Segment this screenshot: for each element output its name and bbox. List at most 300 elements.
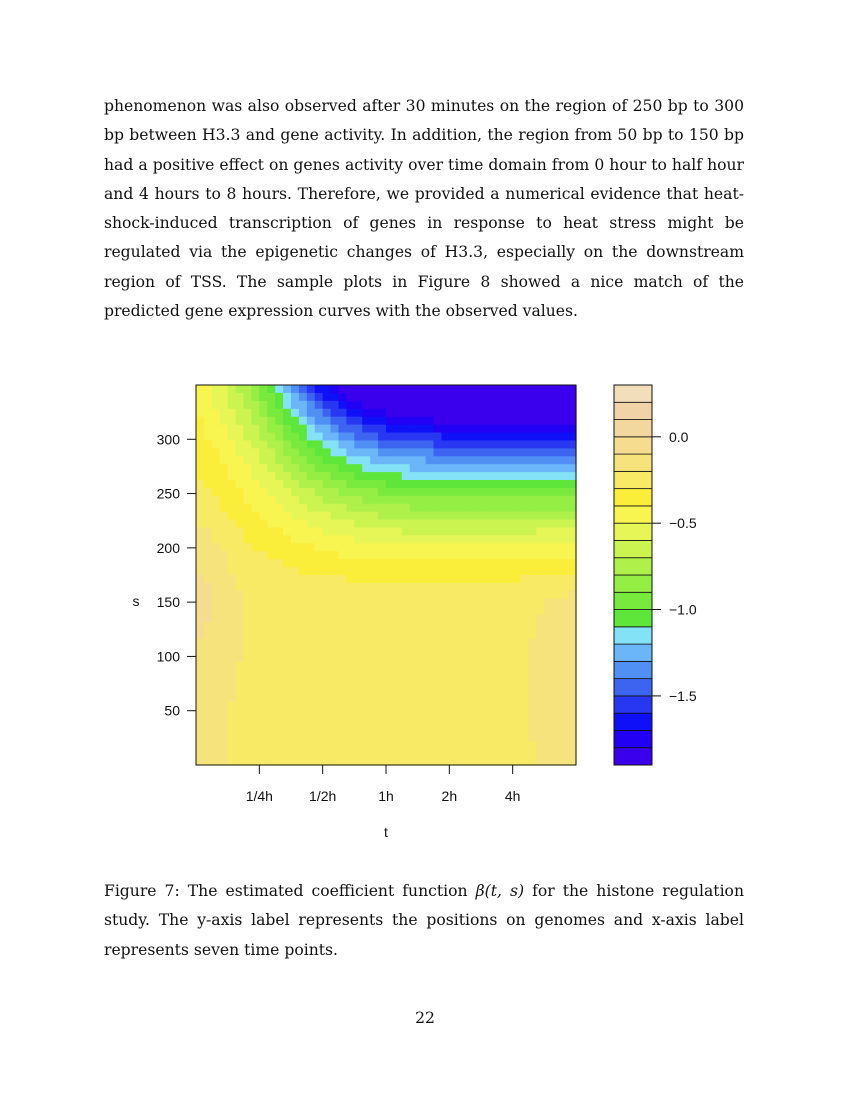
heat-cell bbox=[339, 472, 348, 481]
heat-cell bbox=[267, 440, 276, 449]
heat-cell bbox=[402, 725, 411, 734]
heat-cell bbox=[378, 678, 387, 687]
heat-cell bbox=[473, 393, 482, 402]
heat-cell bbox=[560, 464, 569, 473]
heat-cell bbox=[228, 480, 237, 489]
heat-cell bbox=[441, 599, 450, 608]
heat-cell bbox=[536, 417, 545, 426]
heat-cell bbox=[544, 417, 553, 426]
heat-cell bbox=[315, 733, 324, 742]
heat-cell bbox=[481, 733, 490, 742]
heat-cell bbox=[497, 520, 506, 529]
heat-cell bbox=[568, 630, 577, 639]
heat-cell bbox=[560, 630, 569, 639]
heat-cell bbox=[513, 488, 522, 497]
heat-cell bbox=[441, 733, 450, 742]
heat-cell bbox=[299, 591, 308, 600]
heat-cell bbox=[418, 543, 427, 552]
heat-cell bbox=[291, 710, 300, 719]
heat-cell bbox=[346, 559, 355, 568]
heat-cell bbox=[418, 710, 427, 719]
heat-cell bbox=[267, 393, 276, 402]
heat-cell bbox=[489, 733, 498, 742]
heat-cell bbox=[331, 607, 340, 616]
heat-cell bbox=[473, 559, 482, 568]
heat-cell bbox=[220, 567, 229, 576]
heat-cell bbox=[323, 480, 332, 489]
heat-cell bbox=[331, 591, 340, 600]
heat-cell bbox=[402, 448, 411, 457]
heat-cell bbox=[560, 710, 569, 719]
heat-cell bbox=[560, 551, 569, 560]
heat-cell bbox=[331, 433, 340, 442]
heat-cell bbox=[362, 543, 371, 552]
heat-cell bbox=[228, 551, 237, 560]
heat-cell bbox=[259, 686, 268, 695]
heat-cell bbox=[521, 496, 530, 505]
heat-cell bbox=[560, 440, 569, 449]
heat-cell bbox=[370, 401, 379, 410]
heat-cell bbox=[212, 393, 221, 402]
heat-cell bbox=[331, 528, 340, 537]
heat-cell bbox=[346, 409, 355, 418]
heat-cell bbox=[331, 702, 340, 711]
heat-cell bbox=[291, 472, 300, 481]
heat-cell bbox=[489, 433, 498, 442]
heat-cell bbox=[449, 733, 458, 742]
heat-cell bbox=[370, 583, 379, 592]
heat-cell bbox=[244, 409, 253, 418]
heat-cell bbox=[362, 433, 371, 442]
heat-cell bbox=[536, 551, 545, 560]
heat-cell bbox=[513, 615, 522, 624]
heat-cell bbox=[220, 520, 229, 529]
heat-cell bbox=[513, 718, 522, 727]
heat-cell bbox=[275, 670, 284, 679]
heat-cell bbox=[552, 433, 561, 442]
heat-cell bbox=[497, 678, 506, 687]
heat-cell bbox=[267, 725, 276, 734]
heat-cell bbox=[251, 733, 260, 742]
heat-cell bbox=[449, 535, 458, 544]
heat-cell bbox=[196, 512, 205, 521]
heat-cell bbox=[228, 710, 237, 719]
heat-cell bbox=[489, 464, 498, 473]
heat-cell bbox=[275, 718, 284, 727]
heat-cell bbox=[536, 575, 545, 584]
heat-cell bbox=[339, 741, 348, 750]
heat-cell bbox=[544, 575, 553, 584]
heat-cell bbox=[449, 417, 458, 426]
heat-cell bbox=[434, 694, 443, 703]
heat-cell bbox=[275, 385, 284, 394]
heat-cell bbox=[291, 686, 300, 695]
heat-cell bbox=[315, 543, 324, 552]
heat-cell bbox=[323, 520, 332, 529]
heat-cell bbox=[244, 638, 253, 647]
heat-cell bbox=[244, 385, 253, 394]
heat-cell bbox=[434, 456, 443, 465]
heat-cell bbox=[386, 623, 395, 632]
heat-cell bbox=[394, 591, 403, 600]
heat-cell bbox=[386, 480, 395, 489]
heat-cell bbox=[267, 654, 276, 663]
heat-cell bbox=[513, 535, 522, 544]
heat-cell bbox=[204, 718, 213, 727]
heat-cell bbox=[323, 630, 332, 639]
heat-cell bbox=[513, 583, 522, 592]
heat-cell bbox=[354, 385, 363, 394]
heat-cell bbox=[323, 615, 332, 624]
heat-cell bbox=[259, 448, 268, 457]
heat-cell bbox=[426, 393, 435, 402]
heat-cell bbox=[354, 710, 363, 719]
heat-cell bbox=[331, 409, 340, 418]
heat-cell bbox=[212, 749, 221, 758]
heat-cell bbox=[394, 638, 403, 647]
heat-cell bbox=[354, 638, 363, 647]
heat-cell bbox=[505, 702, 514, 711]
heat-cell bbox=[426, 686, 435, 695]
heat-cell bbox=[378, 733, 387, 742]
heat-cell bbox=[481, 417, 490, 426]
heat-cell bbox=[394, 662, 403, 671]
heat-cell bbox=[212, 575, 221, 584]
heat-cell bbox=[536, 678, 545, 687]
heat-cell bbox=[521, 599, 530, 608]
heat-cell bbox=[362, 733, 371, 742]
heat-cell bbox=[386, 488, 395, 497]
heat-cell bbox=[299, 575, 308, 584]
heat-cell bbox=[473, 749, 482, 758]
heat-cell bbox=[259, 496, 268, 505]
heat-cell bbox=[228, 567, 237, 576]
heat-cell bbox=[457, 496, 466, 505]
heat-cell bbox=[259, 464, 268, 473]
heat-cell bbox=[212, 591, 221, 600]
colorbar-band bbox=[614, 679, 652, 696]
heat-cell bbox=[560, 733, 569, 742]
heatmap-surface bbox=[196, 385, 577, 766]
heat-cell bbox=[370, 654, 379, 663]
x-tick-label: 1/2h bbox=[309, 788, 337, 804]
heat-cell bbox=[259, 630, 268, 639]
heat-cell bbox=[568, 551, 577, 560]
heat-cell bbox=[505, 464, 514, 473]
heat-cell bbox=[536, 686, 545, 695]
heat-cell bbox=[418, 551, 427, 560]
heat-cell bbox=[315, 409, 324, 418]
heat-cell bbox=[259, 535, 268, 544]
heat-cell bbox=[410, 710, 419, 719]
heat-cell bbox=[259, 615, 268, 624]
heat-cell bbox=[378, 425, 387, 434]
heat-cell bbox=[204, 694, 213, 703]
heat-cell bbox=[481, 512, 490, 521]
heat-cell bbox=[244, 535, 253, 544]
heat-cell bbox=[434, 496, 443, 505]
heat-cell bbox=[465, 385, 474, 394]
heat-cell bbox=[236, 718, 245, 727]
heat-cell bbox=[212, 425, 221, 434]
heat-cell bbox=[299, 615, 308, 624]
heat-cell bbox=[560, 504, 569, 513]
heat-cell bbox=[259, 488, 268, 497]
heat-cell bbox=[275, 488, 284, 497]
heat-cell bbox=[529, 718, 538, 727]
heat-cell bbox=[473, 567, 482, 576]
heat-cell bbox=[220, 718, 229, 727]
heat-cell bbox=[481, 718, 490, 727]
heat-cell bbox=[513, 670, 522, 679]
heat-cell bbox=[434, 591, 443, 600]
heat-cell bbox=[386, 694, 395, 703]
heat-cell bbox=[560, 694, 569, 703]
heat-cell bbox=[196, 559, 205, 568]
heat-cell bbox=[315, 520, 324, 529]
heat-cell bbox=[552, 551, 561, 560]
heat-cell bbox=[465, 551, 474, 560]
heat-cell bbox=[402, 464, 411, 473]
heat-cell bbox=[560, 686, 569, 695]
heat-cell bbox=[536, 504, 545, 513]
heat-cell bbox=[378, 686, 387, 695]
heat-cell bbox=[568, 385, 577, 394]
heat-cell bbox=[536, 480, 545, 489]
heat-cell bbox=[505, 504, 514, 513]
heat-cell bbox=[220, 638, 229, 647]
heat-cell bbox=[489, 654, 498, 663]
heat-cell bbox=[568, 623, 577, 632]
heat-cell bbox=[323, 440, 332, 449]
heat-cell bbox=[307, 464, 316, 473]
heat-cell bbox=[244, 448, 253, 457]
heat-cell bbox=[228, 528, 237, 537]
heat-cell bbox=[544, 646, 553, 655]
heat-cell bbox=[331, 417, 340, 426]
heat-cell bbox=[410, 741, 419, 750]
heat-cell bbox=[481, 440, 490, 449]
heat-cell bbox=[529, 670, 538, 679]
heat-cell bbox=[449, 646, 458, 655]
heat-cell bbox=[426, 472, 435, 481]
heat-cell bbox=[307, 662, 316, 671]
heat-cell bbox=[370, 520, 379, 529]
heat-cell bbox=[410, 670, 419, 679]
heat-cell bbox=[283, 757, 292, 766]
heat-cell bbox=[331, 733, 340, 742]
heat-cell bbox=[236, 496, 245, 505]
heat-cell bbox=[331, 401, 340, 410]
heat-cell bbox=[497, 409, 506, 418]
heat-cell bbox=[220, 425, 229, 434]
heat-cell bbox=[481, 686, 490, 695]
heat-cell bbox=[220, 741, 229, 750]
heat-cell bbox=[410, 646, 419, 655]
heat-cell bbox=[552, 409, 561, 418]
heat-cell bbox=[568, 694, 577, 703]
heat-cell bbox=[212, 670, 221, 679]
heat-cell bbox=[323, 567, 332, 576]
heat-cell bbox=[204, 710, 213, 719]
heat-cell bbox=[323, 702, 332, 711]
heat-cell bbox=[386, 409, 395, 418]
heat-cell bbox=[441, 464, 450, 473]
heat-cell bbox=[434, 678, 443, 687]
heat-cell bbox=[418, 702, 427, 711]
heat-cell bbox=[441, 630, 450, 639]
heat-cell bbox=[307, 472, 316, 481]
heat-cell bbox=[244, 488, 253, 497]
heat-cell bbox=[204, 528, 213, 537]
heat-cell bbox=[346, 686, 355, 695]
heat-cell bbox=[402, 670, 411, 679]
heat-cell bbox=[204, 535, 213, 544]
heat-cell bbox=[394, 710, 403, 719]
heat-cell bbox=[354, 702, 363, 711]
heat-cell bbox=[299, 702, 308, 711]
heat-cell bbox=[323, 543, 332, 552]
heat-cell bbox=[275, 749, 284, 758]
heat-cell bbox=[331, 567, 340, 576]
heat-cell bbox=[434, 464, 443, 473]
heat-cell bbox=[481, 654, 490, 663]
heat-cell bbox=[196, 733, 205, 742]
heat-cell bbox=[370, 504, 379, 513]
heat-cell bbox=[481, 583, 490, 592]
heat-cell bbox=[568, 456, 577, 465]
heat-cell bbox=[560, 654, 569, 663]
heat-cell bbox=[465, 480, 474, 489]
heat-cell bbox=[402, 567, 411, 576]
heat-cell bbox=[544, 535, 553, 544]
heat-cell bbox=[536, 385, 545, 394]
heat-cell bbox=[544, 401, 553, 410]
heat-cell bbox=[560, 433, 569, 442]
heat-cell bbox=[291, 662, 300, 671]
heat-cell bbox=[378, 662, 387, 671]
heat-cell bbox=[552, 567, 561, 576]
heat-cell bbox=[536, 710, 545, 719]
heat-cell bbox=[513, 433, 522, 442]
heat-cell bbox=[275, 433, 284, 442]
heat-cell bbox=[362, 512, 371, 521]
heat-cell bbox=[307, 670, 316, 679]
heat-cell bbox=[418, 686, 427, 695]
heat-cell bbox=[465, 401, 474, 410]
heat-cell bbox=[283, 646, 292, 655]
heat-cell bbox=[323, 393, 332, 402]
heat-cell bbox=[513, 630, 522, 639]
heat-cell bbox=[354, 662, 363, 671]
heat-cell bbox=[283, 702, 292, 711]
heat-cell bbox=[473, 440, 482, 449]
heat-cell bbox=[434, 638, 443, 647]
heat-cell bbox=[489, 630, 498, 639]
heat-cell bbox=[323, 448, 332, 457]
heat-cell bbox=[457, 757, 466, 766]
heat-cell bbox=[244, 630, 253, 639]
heat-cell bbox=[331, 464, 340, 473]
heat-cell bbox=[489, 702, 498, 711]
heat-cell bbox=[204, 630, 213, 639]
heat-cell bbox=[552, 401, 561, 410]
heat-cell bbox=[267, 417, 276, 426]
heat-cell bbox=[497, 686, 506, 695]
heat-cell bbox=[560, 448, 569, 457]
heat-cell bbox=[339, 512, 348, 521]
heat-cell bbox=[339, 678, 348, 687]
heat-cell bbox=[449, 440, 458, 449]
heat-cell bbox=[544, 615, 553, 624]
heat-cell bbox=[228, 464, 237, 473]
heat-cell bbox=[307, 401, 316, 410]
heat-cell bbox=[331, 741, 340, 750]
heat-cell bbox=[220, 551, 229, 560]
heat-cell bbox=[394, 512, 403, 521]
heat-cell bbox=[220, 607, 229, 616]
heat-cell bbox=[465, 433, 474, 442]
heat-cell bbox=[275, 686, 284, 695]
heat-cell bbox=[521, 409, 530, 418]
heat-cell bbox=[426, 694, 435, 703]
heat-cell bbox=[283, 385, 292, 394]
heat-cell bbox=[560, 409, 569, 418]
heat-cell bbox=[378, 543, 387, 552]
heat-cell bbox=[529, 638, 538, 647]
heat-cell bbox=[196, 528, 205, 537]
heat-cell bbox=[267, 551, 276, 560]
heat-cell bbox=[204, 543, 213, 552]
heat-cell bbox=[481, 456, 490, 465]
heat-cell bbox=[465, 496, 474, 505]
heat-cell bbox=[339, 425, 348, 434]
colorbar-band bbox=[614, 730, 652, 747]
heat-cell bbox=[283, 472, 292, 481]
heat-cell bbox=[275, 662, 284, 671]
heat-cell bbox=[568, 591, 577, 600]
heat-cell bbox=[362, 504, 371, 513]
heat-cell bbox=[228, 757, 237, 766]
heat-cell bbox=[354, 757, 363, 766]
heat-cell bbox=[402, 702, 411, 711]
heat-cell bbox=[544, 694, 553, 703]
heat-cell bbox=[267, 512, 276, 521]
heat-cell bbox=[552, 504, 561, 513]
heat-cell bbox=[362, 607, 371, 616]
heat-cell bbox=[457, 630, 466, 639]
heat-cell bbox=[220, 749, 229, 758]
heat-cell bbox=[505, 591, 514, 600]
heat-cell bbox=[307, 757, 316, 766]
heat-cell bbox=[220, 464, 229, 473]
heat-cell bbox=[259, 725, 268, 734]
heat-cell bbox=[426, 425, 435, 434]
colorbar-band bbox=[614, 540, 652, 557]
heat-cell bbox=[568, 718, 577, 727]
heat-cell bbox=[196, 535, 205, 544]
heat-cell bbox=[307, 710, 316, 719]
heat-cell bbox=[552, 496, 561, 505]
heat-cell bbox=[465, 694, 474, 703]
heat-cell bbox=[204, 599, 213, 608]
heat-cell bbox=[331, 535, 340, 544]
heat-cell bbox=[346, 401, 355, 410]
heat-cell bbox=[370, 678, 379, 687]
heat-cell bbox=[386, 440, 395, 449]
heat-cell bbox=[489, 646, 498, 655]
heat-cell bbox=[449, 504, 458, 513]
